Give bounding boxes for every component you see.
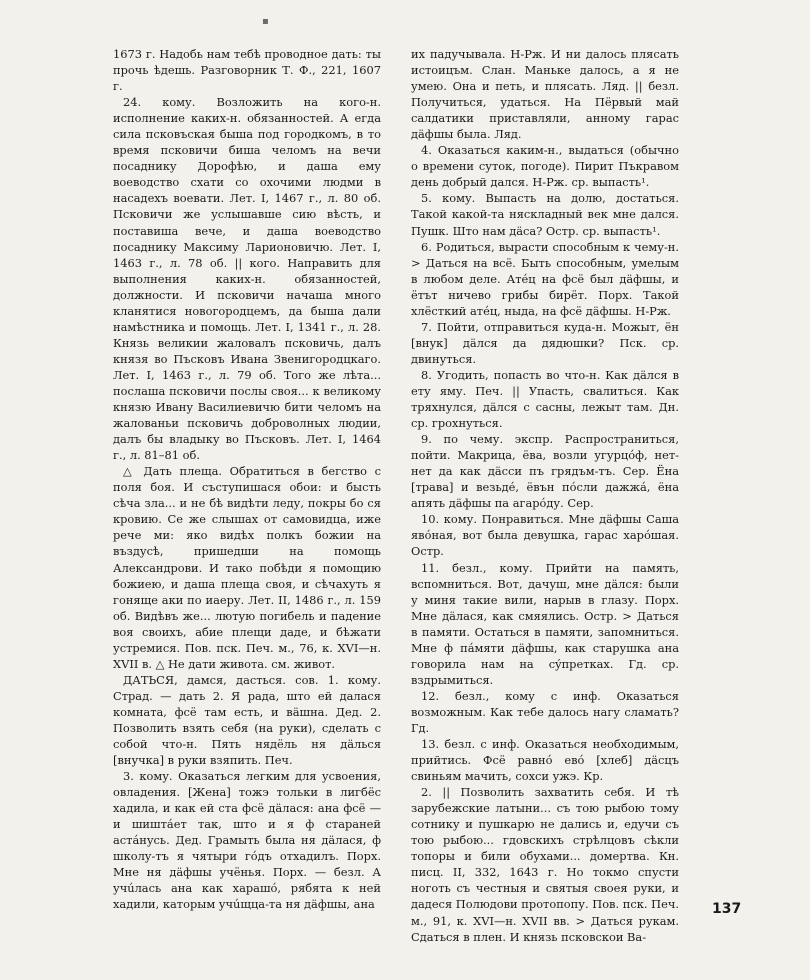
entry-paragraph: 1673 г. Надобь нам тебѣ проводное дать: ты прочь ѣдешь. Разговорник Т. Ф., 221, 1607 г. — [113, 47, 381, 94]
page-mark: ▪ — [262, 16, 269, 27]
entry-paragraph: 4. Оказаться каким-н., выдаться (обычно о времени суток, погоде). Пирит Пъкравом день добрый дался. Н-Рж. ср. выпасть¹. — [411, 143, 679, 190]
entry-paragraph: их падучывала. Н-Рж. И ни далось плясать истоицъм. Слан. Маньке далось, а я не умею. Она и петь, и плясать. Ляд. || безл. Получиться, удаться. На Пёрвый май салдатики приставляли, анному гарас дäфшы была. Ляд. — [411, 47, 679, 142]
entry-paragraph: 3. кому. Оказаться легким для усвоения, овладения. [Жена] тожэ тольки в лигбёс хадила, и как ей ста фсё дäлася: ана фсё — и шиштáет так, што и я ф стараней астáнусь. Дед. Грамыть была ня дäлася, ф школу-тъ я чятыри гóдъ отхадилъ. Порх. Мне ня дäфшы учёнья. Порх. — безл. А учúлась ана как харашó, рябята к ней хадили, каторым учúщца-та ня дäфшы, ана — [113, 769, 381, 912]
entry-paragraph: 24. кому. Возложить на кого-н. исполнение каких-н. обязанностей. А егда сила псковъская быша под городкомъ, в то время псковичи биша челомъ на вечи посаднику Дорофѣю, и даша ему воеводство схати со охочими людми в насадехъ воевати. Лет. I, 1467 г., л. 80 об. Псковичи же услышавше сию вѣсть, и поставиша вече, и даша воеводство посаднику Максиму Ларионовичю. Лет. I, 1463 г., л. 78 об. || кого. Направить для выполнения каких-н. обязанностей, должности. И псковичи начаша много кланятися новогородцемъ, да быша дали намѣстника и помощь. Лет. I, 1341 г., л. 28. Князь великии жаловалъ псковичь, далъ князя во Пъсковъ Ивана Звенигородцкаго. Лет. I, 1463 г., л. 79 об. Того же лѣта... послаша псковичи послы своя... к великому князю Ивану Василиевичю бити челомъ на жалованьи псковичь доброволных людии, далъ бы владыку во Пъсковъ. Лет. I, 1464 г., л. 81–81 об. — [113, 95, 381, 463]
left-column — [113, 46, 381, 913]
entry-paragraph: ДАТЬСЯ, дамся, дасться. сов. 1. кому. Страд. — дать 2. Я рада, што ей далася комната, фсё там есть, и вäшна. Дед. 2. Позволить взять себя (на руки), сделать с собой что-н. Пять нядёль ня дäлься [внучка] в руки взяпить. Печ. — [113, 672, 381, 768]
entry-paragraph: 10. кому. Понравиться. Мне дäфшы Саша явóная, вот была девушка, гарас харóшая. Остр. — [411, 512, 679, 559]
page-number: 137 — [712, 901, 742, 917]
entry-paragraph: 2. || Позволить захватить себя. И тѣ зарубежские латыни... съ тою рыбою тому сотнику и пушкарю не дались и, едучи съ тою рыбою... гдовскихъ стрѣлцовъ сѣкли топоры и били обухами... домертва. Кн. писц. II, 332, 1643 г. Но токмо спусти ноготь съ честныя и святыя своея руки, и дадеся Полюдови протопопу. Пов. пск. Печ. м., 91, к. XVI—н. XVII вв. > Даться рукам. Сдаться в плен. И князь псковскои Ва- — [411, 785, 679, 944]
entry-paragraph: 11. безл., кому. Прийти на память, вспомниться. Вот, дачуш, мне дäлся: были у миня такие вили, нарыв в глазу. Порх. Мне дäлася, как смяялись. Остр. > Даться в памяти. Остаться в памяти, запомниться. Мне ф пáмяти дäфшы, как старушка ана говорила нам на сýпретках. Гд. ср. вздрымиться. — [411, 560, 679, 687]
entry-paragraph: 12. безл., кому с инф. Оказаться возможным. Как тебе далось нагу сламать? Гд. — [411, 688, 679, 735]
right-column — [411, 46, 679, 945]
entry-paragraph: 7. Пойти, отправиться куда-н. Можыт, ён [внук] дäлся да дядюшки? Пск. ср. двинуться. — [411, 319, 679, 366]
entry-paragraph: 9. по чему. экспр. Распространиться, пойти. Макрица, ёва, возли угурцóф, нет-нет да как дäсси пъ грядъм-тъ. Сер. Ёна [трава] и везьдé, ёвън пóсли дажжá, ёна апять дäфшы па агарóду. Сер. — [411, 432, 679, 511]
entry-paragraph: 8. Угодить, попасть во что-н. Как дäлся в ету яму. Печ. || Упасть, свалиться. Как тряхнулся, дäлся с сасны, лежыт там. Дн. ср. грохнуться. — [411, 367, 679, 431]
entry-paragraph: 6. Родиться, вырасти способным к чему-н. > Даться на всё. Быть способным, умелым в любом деле. Атéц на фсё был дäфшы, и ётът ничево грибы бирёт. Порх. Такой хлёсткий атéц, ныда, на фсё дäфшы. Н-Рж. — [411, 239, 679, 318]
entry-paragraph: △ Дать плеща. Обратиться в бегство с поля боя. И съступишася обои: и бысть сѣча зла... и не бѣ видѣти леду, покры бо ся кровию. Се же слышах от самовидца, иже рече ми: яко видѣх полкъ божии на въздусѣ, пришедши на помощь Александрови. И тако побѣди я помощию божиею, и даша плеща своя, и сѣчахуть я гоняще аки по иаеру. Лет. II, 1486 г., л. 159 об. Видѣвъ же... лютую погибель и падение воя своихъ, абие плещи даде, и бѣжати устремися. Пов. пск. Печ. м., 76, к. XVI—н. XVII в. △ Не дати живота. см. живот. — [113, 464, 381, 671]
entry-paragraph: 5. кому. Выпасть на долю, достаться. Такой какой-та няскладный век мне дался. Пушк. Што нам дäса? Остр. ср. выпасть¹. — [411, 191, 679, 238]
entry-paragraph: 13. безл. с инф. Оказаться необходимым, прийтись. Фсё равнó евó [хлеб] дäсцъ свиньям мачить, сохси ужэ. Кр. — [411, 737, 679, 784]
